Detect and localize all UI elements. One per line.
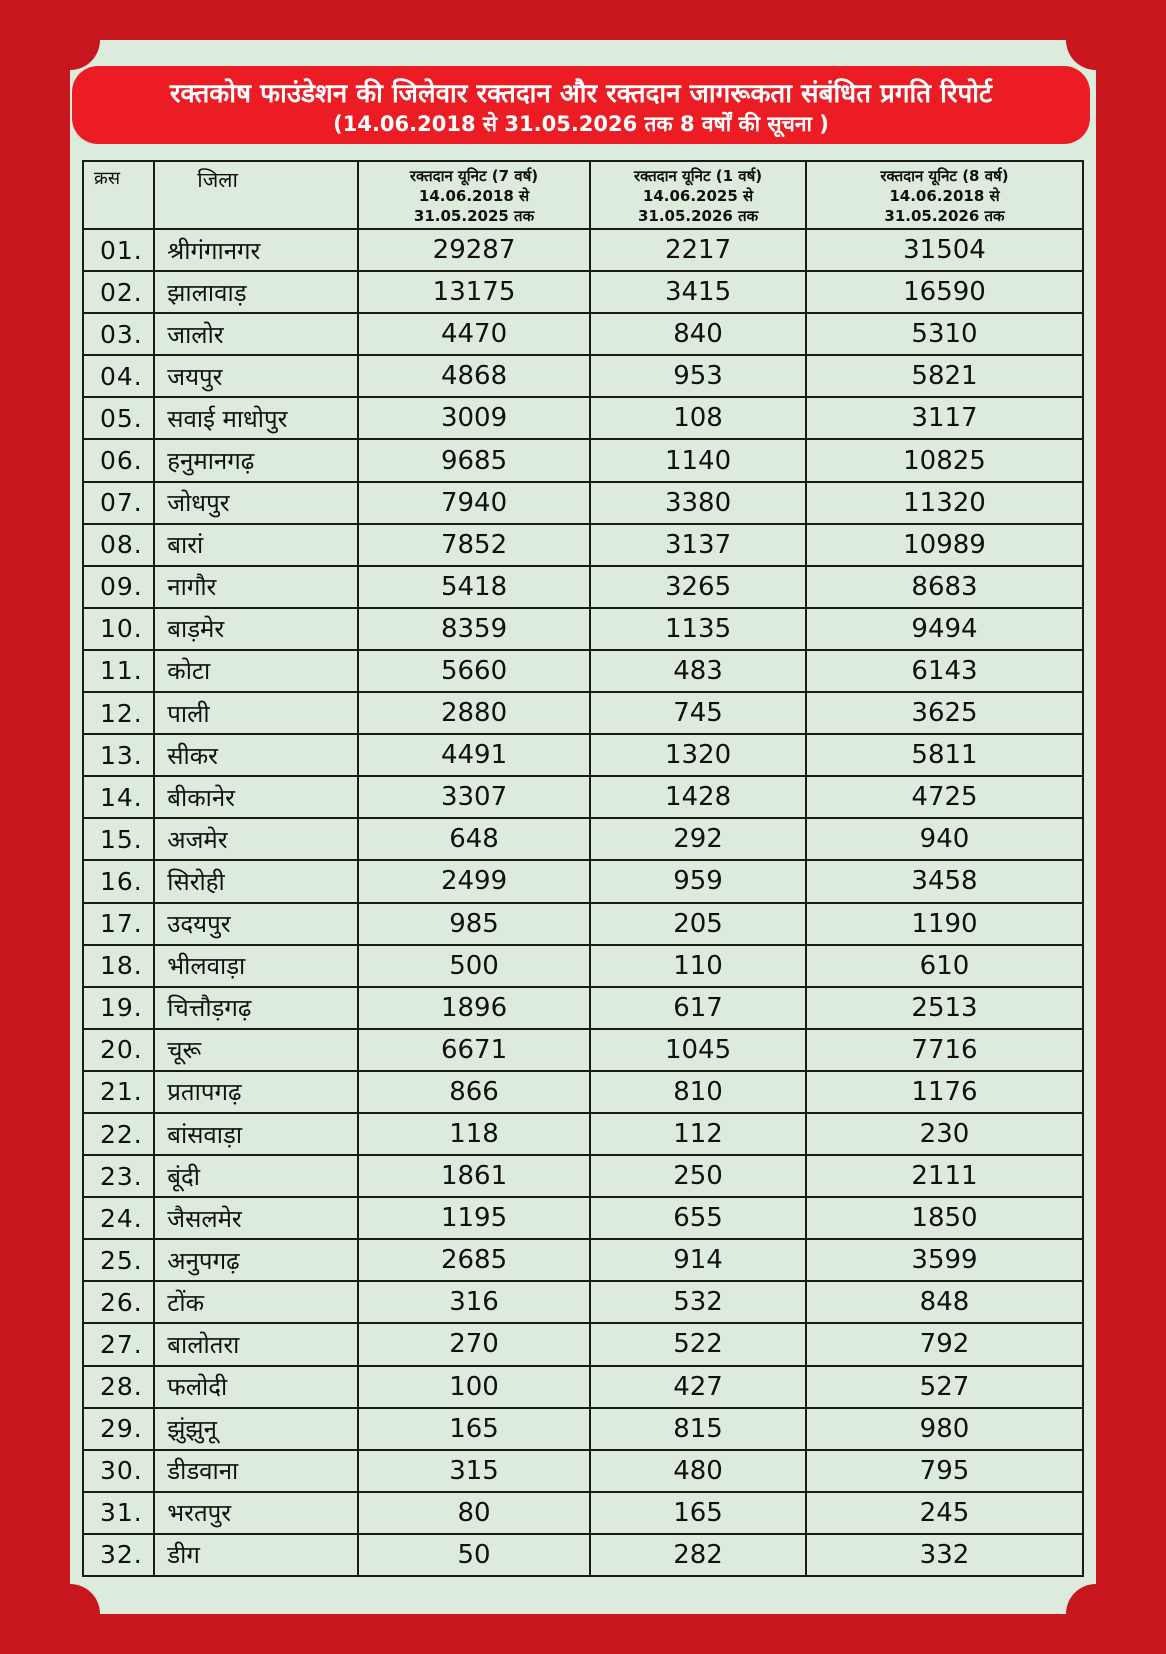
units-1-year-cell: 810 xyxy=(590,1071,806,1113)
table-row xyxy=(83,229,1083,271)
table-header-row xyxy=(83,161,1083,229)
units-7-years-cell: 8359 xyxy=(358,608,590,650)
district-blood-donation-table xyxy=(82,160,1084,1577)
units-1-year-cell: 959 xyxy=(590,860,806,902)
units-8-years-cell: 3117 xyxy=(806,397,1083,439)
district-name-cell: फलोदी xyxy=(154,1366,358,1408)
serial-number-cell: 23. xyxy=(83,1155,154,1197)
district-name-cell: झुंझुनू xyxy=(154,1408,358,1450)
district-name-cell: सीकर xyxy=(154,734,358,776)
units-7-years-cell: 5660 xyxy=(358,650,590,692)
units-7-years-cell: 7852 xyxy=(358,524,590,566)
serial-number-cell: 17. xyxy=(83,903,154,945)
units-7-years-cell: 50 xyxy=(358,1534,590,1576)
table-row xyxy=(83,1534,1083,1576)
serial-number-cell: 24. xyxy=(83,1197,154,1239)
units-7-years-cell: 5418 xyxy=(358,566,590,608)
units-8-years-cell: 980 xyxy=(806,1408,1083,1450)
header-line: 31.05.2026 तक xyxy=(637,207,759,225)
table-row xyxy=(83,650,1083,692)
table-row xyxy=(83,818,1083,860)
district-name-cell: चूरू xyxy=(154,1029,358,1071)
units-7-years-cell: 7940 xyxy=(358,482,590,524)
serial-number-cell: 11. xyxy=(83,650,154,692)
table-row xyxy=(83,608,1083,650)
units-8-years-cell: 31504 xyxy=(806,229,1083,271)
units-8-years-cell: 5310 xyxy=(806,313,1083,355)
header-line: रक्तदान यूनिट (7 वर्ष) xyxy=(409,167,539,185)
units-8-years-cell: 1176 xyxy=(806,1071,1083,1113)
table-row xyxy=(83,1408,1083,1450)
report-title-banner xyxy=(72,66,1090,144)
units-7-years-cell: 13175 xyxy=(358,271,590,313)
units-7-years-cell: 3307 xyxy=(358,776,590,818)
header-line: 14.06.2025 से xyxy=(642,187,754,205)
table-row xyxy=(83,776,1083,818)
serial-number-cell: 18. xyxy=(83,945,154,987)
units-1-year-cell: 205 xyxy=(590,903,806,945)
serial-number-cell: 02. xyxy=(83,271,154,313)
units-1-year-cell: 250 xyxy=(590,1155,806,1197)
units-1-year-cell: 292 xyxy=(590,818,806,860)
serial-number-cell: 10. xyxy=(83,608,154,650)
header-line: 31.05.2026 तक xyxy=(884,207,1005,225)
units-7-years-cell: 118 xyxy=(358,1113,590,1155)
table-row xyxy=(83,1029,1083,1071)
table-row xyxy=(83,397,1083,439)
table-row xyxy=(83,1197,1083,1239)
serial-number-cell: 27. xyxy=(83,1323,154,1365)
units-8-years-cell: 795 xyxy=(806,1450,1083,1492)
units-1-year-cell: 914 xyxy=(590,1239,806,1281)
units-8-years-cell: 610 xyxy=(806,945,1083,987)
units-1-year-cell: 522 xyxy=(590,1323,806,1365)
units-1-year-cell: 108 xyxy=(590,397,806,439)
serial-number-cell: 19. xyxy=(83,987,154,1029)
table-row xyxy=(83,734,1083,776)
district-name-cell: पाली xyxy=(154,692,358,734)
units-7-years-cell: 29287 xyxy=(358,229,590,271)
district-name-cell: प्रतापगढ़ xyxy=(154,1071,358,1113)
units-7-years-cell: 9685 xyxy=(358,439,590,481)
district-name-cell: अनुपगढ़ xyxy=(154,1239,358,1281)
district-name-cell: अजमेर xyxy=(154,818,358,860)
units-1-year-cell: 655 xyxy=(590,1197,806,1239)
serial-number-cell: 09. xyxy=(83,566,154,608)
units-1-year-cell: 2217 xyxy=(590,229,806,271)
report-subtitle: (14.06.2018 से 31.05.2026 तक 8 वर्षों की सूचना ) xyxy=(333,112,829,136)
district-name-cell: सिरोही xyxy=(154,860,358,902)
header-line: 14.06.2018 से xyxy=(889,187,1000,205)
units-8-years-cell: 11320 xyxy=(806,482,1083,524)
serial-number-cell: 15. xyxy=(83,818,154,860)
units-7-years-cell: 2685 xyxy=(358,1239,590,1281)
units-8-years-cell: 7716 xyxy=(806,1029,1083,1071)
serial-number-cell: 03. xyxy=(83,313,154,355)
units-7-years-cell: 4868 xyxy=(358,355,590,397)
units-1-year-cell: 1045 xyxy=(590,1029,806,1071)
serial-number-cell: 26. xyxy=(83,1281,154,1323)
table-row xyxy=(83,482,1083,524)
units-1-year-cell: 1320 xyxy=(590,734,806,776)
serial-number-cell: 22. xyxy=(83,1113,154,1155)
district-name-cell: कोटा xyxy=(154,650,358,692)
sheet-corner-cutout xyxy=(40,1584,100,1644)
serial-number-cell: 06. xyxy=(83,439,154,481)
units-7-years-cell: 270 xyxy=(358,1323,590,1365)
serial-number-cell: 14. xyxy=(83,776,154,818)
units-8-years-cell: 5811 xyxy=(806,734,1083,776)
sheet-corner-cutout xyxy=(40,10,100,70)
report-title: रक्तकोष फाउंडेशन की जिलेवार रक्तदान और रक्तदान जागरूकता संबंधित प्रगति रिपोर्ट xyxy=(169,79,993,109)
units-1-year-cell: 480 xyxy=(590,1450,806,1492)
serial-number-cell: 13. xyxy=(83,734,154,776)
district-name-cell: चित्तौड़गढ़ xyxy=(154,987,358,1029)
table-row xyxy=(83,987,1083,1029)
units-8-years-cell: 10825 xyxy=(806,439,1083,481)
header-units-8-years xyxy=(806,161,1083,229)
units-8-years-cell: 332 xyxy=(806,1534,1083,1576)
units-7-years-cell: 6671 xyxy=(358,1029,590,1071)
units-1-year-cell: 1135 xyxy=(590,608,806,650)
table-row xyxy=(83,1239,1083,1281)
units-8-years-cell: 3458 xyxy=(806,860,1083,902)
serial-number-cell: 20. xyxy=(83,1029,154,1071)
district-name-cell: बारां xyxy=(154,524,358,566)
units-8-years-cell: 2513 xyxy=(806,987,1083,1029)
table-body xyxy=(83,229,1083,1576)
units-8-years-cell: 245 xyxy=(806,1492,1083,1534)
header-units-1-year xyxy=(590,161,806,229)
serial-number-cell: 25. xyxy=(83,1239,154,1281)
district-name-cell: जयपुर xyxy=(154,355,358,397)
serial-number-cell: 16. xyxy=(83,860,154,902)
units-1-year-cell: 745 xyxy=(590,692,806,734)
units-7-years-cell: 500 xyxy=(358,945,590,987)
units-1-year-cell: 1428 xyxy=(590,776,806,818)
units-7-years-cell: 1195 xyxy=(358,1197,590,1239)
units-8-years-cell: 848 xyxy=(806,1281,1083,1323)
district-name-cell: हनुमानगढ़ xyxy=(154,439,358,481)
district-name-cell: नागौर xyxy=(154,566,358,608)
units-8-years-cell: 8683 xyxy=(806,566,1083,608)
units-8-years-cell: 792 xyxy=(806,1323,1083,1365)
units-1-year-cell: 110 xyxy=(590,945,806,987)
units-8-years-cell: 1850 xyxy=(806,1197,1083,1239)
table-row xyxy=(83,903,1083,945)
units-7-years-cell: 648 xyxy=(358,818,590,860)
district-name-cell: जोधपुर xyxy=(154,482,358,524)
units-1-year-cell: 953 xyxy=(590,355,806,397)
district-name-cell: जालोर xyxy=(154,313,358,355)
table-row xyxy=(83,1323,1083,1365)
serial-number-cell: 29. xyxy=(83,1408,154,1450)
units-1-year-cell: 483 xyxy=(590,650,806,692)
table-row xyxy=(83,1366,1083,1408)
table-row xyxy=(83,566,1083,608)
units-8-years-cell: 4725 xyxy=(806,776,1083,818)
units-1-year-cell: 3265 xyxy=(590,566,806,608)
sheet-corner-cutout xyxy=(1066,10,1126,70)
district-name-cell: बाड़मेर xyxy=(154,608,358,650)
units-7-years-cell: 3009 xyxy=(358,397,590,439)
units-8-years-cell: 6143 xyxy=(806,650,1083,692)
table-row xyxy=(83,1492,1083,1534)
units-7-years-cell: 4491 xyxy=(358,734,590,776)
units-1-year-cell: 617 xyxy=(590,987,806,1029)
table-row xyxy=(83,439,1083,481)
serial-number-cell: 01. xyxy=(83,229,154,271)
table-row xyxy=(83,1113,1083,1155)
units-1-year-cell: 532 xyxy=(590,1281,806,1323)
header-serial-number: क्रस xyxy=(83,161,154,229)
serial-number-cell: 28. xyxy=(83,1366,154,1408)
district-name-cell: भरतपुर xyxy=(154,1492,358,1534)
serial-number-cell: 04. xyxy=(83,355,154,397)
units-1-year-cell: 3415 xyxy=(590,271,806,313)
district-name-cell: सवाई माधोपुर xyxy=(154,397,358,439)
units-7-years-cell: 866 xyxy=(358,1071,590,1113)
units-8-years-cell: 940 xyxy=(806,818,1083,860)
units-8-years-cell: 10989 xyxy=(806,524,1083,566)
district-name-cell: झालावाड़ xyxy=(154,271,358,313)
district-name-cell: डीडवाना xyxy=(154,1450,358,1492)
units-7-years-cell: 2880 xyxy=(358,692,590,734)
table-row xyxy=(83,1155,1083,1197)
serial-number-cell: 07. xyxy=(83,482,154,524)
header-units-7-years xyxy=(358,161,590,229)
serial-number-cell: 31. xyxy=(83,1492,154,1534)
units-7-years-cell: 316 xyxy=(358,1281,590,1323)
table-row xyxy=(83,1071,1083,1113)
units-8-years-cell: 3599 xyxy=(806,1239,1083,1281)
units-1-year-cell: 3380 xyxy=(590,482,806,524)
table-row xyxy=(83,1450,1083,1492)
units-7-years-cell: 1896 xyxy=(358,987,590,1029)
units-1-year-cell: 3137 xyxy=(590,524,806,566)
header-line: 14.06.2018 से xyxy=(418,187,530,205)
units-1-year-cell: 165 xyxy=(590,1492,806,1534)
units-7-years-cell: 2499 xyxy=(358,860,590,902)
district-name-cell: बूंदी xyxy=(154,1155,358,1197)
serial-number-cell: 30. xyxy=(83,1450,154,1492)
header-district: जिला xyxy=(154,161,358,229)
units-1-year-cell: 840 xyxy=(590,313,806,355)
district-name-cell: जैसलमेर xyxy=(154,1197,358,1239)
header-line: रक्तदान यूनिट (1 वर्ष) xyxy=(633,167,763,185)
district-name-cell: श्रीगंगानगर xyxy=(154,229,358,271)
units-7-years-cell: 80 xyxy=(358,1492,590,1534)
serial-number-cell: 21. xyxy=(83,1071,154,1113)
district-name-cell: भीलवाड़ा xyxy=(154,945,358,987)
units-1-year-cell: 815 xyxy=(590,1408,806,1450)
table-row xyxy=(83,945,1083,987)
units-7-years-cell: 315 xyxy=(358,1450,590,1492)
units-8-years-cell: 1190 xyxy=(806,903,1083,945)
district-name-cell: बालोतरा xyxy=(154,1323,358,1365)
header-line: 31.05.2025 तक xyxy=(413,207,535,225)
table-row xyxy=(83,524,1083,566)
district-name-cell: बीकानेर xyxy=(154,776,358,818)
table-row xyxy=(83,860,1083,902)
table-row xyxy=(83,355,1083,397)
table-row xyxy=(83,1281,1083,1323)
units-8-years-cell: 9494 xyxy=(806,608,1083,650)
units-7-years-cell: 100 xyxy=(358,1366,590,1408)
units-7-years-cell: 1861 xyxy=(358,1155,590,1197)
units-1-year-cell: 112 xyxy=(590,1113,806,1155)
units-1-year-cell: 427 xyxy=(590,1366,806,1408)
table-row xyxy=(83,271,1083,313)
units-8-years-cell: 527 xyxy=(806,1366,1083,1408)
units-8-years-cell: 5821 xyxy=(806,355,1083,397)
units-8-years-cell: 16590 xyxy=(806,271,1083,313)
sheet-corner-cutout xyxy=(1066,1584,1126,1644)
units-1-year-cell: 282 xyxy=(590,1534,806,1576)
serial-number-cell: 08. xyxy=(83,524,154,566)
units-8-years-cell: 230 xyxy=(806,1113,1083,1155)
district-name-cell: डीग xyxy=(154,1534,358,1576)
table-row xyxy=(83,313,1083,355)
units-7-years-cell: 165 xyxy=(358,1408,590,1450)
district-name-cell: टोंक xyxy=(154,1281,358,1323)
district-name-cell: उदयपुर xyxy=(154,903,358,945)
units-8-years-cell: 2111 xyxy=(806,1155,1083,1197)
units-8-years-cell: 3625 xyxy=(806,692,1083,734)
serial-number-cell: 05. xyxy=(83,397,154,439)
units-1-year-cell: 1140 xyxy=(590,439,806,481)
district-name-cell: बांसवाड़ा xyxy=(154,1113,358,1155)
header-line: रक्तदान यूनिट (8 वर्ष) xyxy=(880,167,1009,185)
table-row xyxy=(83,692,1083,734)
units-7-years-cell: 4470 xyxy=(358,313,590,355)
units-7-years-cell: 985 xyxy=(358,903,590,945)
serial-number-cell: 12. xyxy=(83,692,154,734)
serial-number-cell: 32. xyxy=(83,1534,154,1576)
